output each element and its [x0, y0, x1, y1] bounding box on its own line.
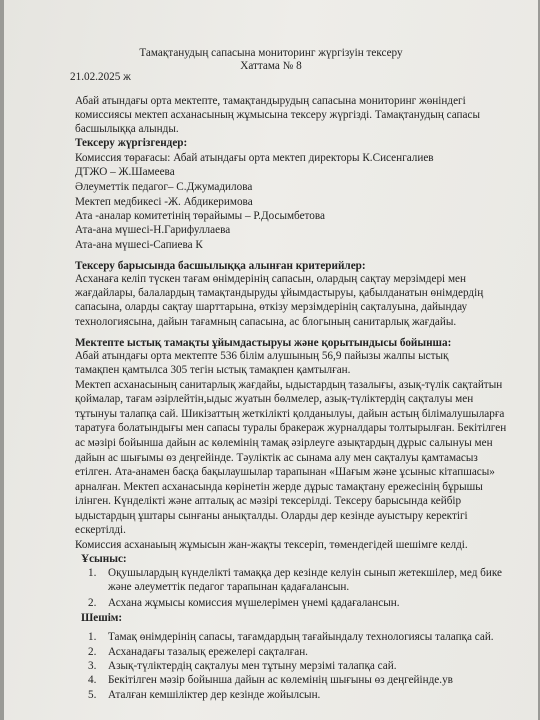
- decision-item: Азық-түліктердің сақталуы мен тұтыну мерзімі талапқа сай.: [108, 660, 397, 672]
- inspector-member: Әлеуметтік педагог– С.Джумадилова: [75, 181, 253, 193]
- inspector-member: Ата -аналар комитетінің төрайымы – Р.Досымбетова: [75, 210, 325, 222]
- organization-line: ыдыстардың ұштары сынғаны анықталды. Оларды дер кезінде ауыстыру керектігі: [75, 510, 468, 522]
- organization-line: ілінген. Күнделікті және апталық ас мәзірі тексерілді. Тексеру барысында кейбір: [75, 495, 462, 507]
- intro-line: басшылыққа алынды.: [75, 123, 179, 135]
- decision-number: 1.: [88, 631, 97, 643]
- organization-line: ас мәзірі бойынша дайын ас көлемінің тамақ әзірлеуге азықтардың дұрыс салынуы мен: [75, 437, 493, 449]
- suggestion-line: Оқушылардың күнделікті тамаққа дер кезінде келуін сынып жетекшілер, мед бике: [108, 567, 502, 579]
- organization-line: таратуға болатындығы мен сапасы туралы бракераж журналдары толтырылған. Бекітілген: [75, 422, 507, 434]
- criteria-line: сапасына, оларды сақтау шарттарына, өткізу мерзімдерінің сақталуына, дайындау: [75, 301, 468, 313]
- suggestions-heading: Ұсыныс:: [81, 553, 127, 565]
- suggestion-line: және әлеуметтік педагог тарапынан қадағалансын.: [108, 581, 350, 593]
- criteria-heading: Тексеру барысында басшылыққа алынған критерийлер:: [75, 260, 366, 272]
- decision-number: 3.: [88, 660, 97, 672]
- inspector-member: Мектеп медбикесі -Ж. Абдикеримова: [75, 196, 253, 208]
- criteria-line: технологиясына, дайын тағамның сапасына, ас блогының санитарлық жағдайы.: [75, 316, 457, 328]
- document-date: 21.02.2025 ж: [70, 71, 131, 83]
- organization-line: тұтынуы талапқа сай. Шикізаттың жеткілікті қолданылуы, дайын астың білімалушыларға: [75, 408, 505, 420]
- protocol-number: Хаттама № 8: [240, 60, 302, 72]
- decision-heading: Шешім:: [81, 612, 123, 624]
- intro-line: комиссиясы мектеп асханасының жұмысына тексеру жүргізді. Тамақтанудың сапасы: [75, 109, 480, 121]
- organization-line: дайын ас шығымы өз деңгейінде. Тәуліктік ас сынама алу мен сақталуы қамтамасыз: [75, 452, 478, 464]
- inspectors-heading: Тексеру жүргізгендер:: [75, 137, 188, 149]
- decision-number: 5.: [88, 689, 97, 701]
- organization-heading: Мектепте ыстық тамақты ұйымдастыруы және қорытындысы бойынша:: [75, 337, 452, 349]
- inspector-member: Ата-ана мүшесі-Н.Гарифуллаева: [75, 224, 231, 236]
- decision-number: 4.: [88, 674, 97, 686]
- decision-item: Аталған кемшіліктер дер кезінде жойылсын.: [108, 689, 321, 701]
- suggestion-line: Асхана жұмысы комиссия мүшелерімен үнемі қадағалансын.: [108, 597, 400, 609]
- suggestion-number: 1.: [88, 567, 97, 579]
- decision-item: Бекітілген мәзір бойынша дайын ас көлемінің шығыны өз деңгейінде.ув: [108, 674, 453, 686]
- criteria-line: Асханаға келіп түскен тағам өнімдерінің сапасын, олардың сақтау мерзімдері мен: [75, 273, 466, 285]
- organization-line: қоймалар, тағам әзірлейтін,ыдыс жуатын бөлмелер, азық-түліктердің сақталуы мен: [75, 393, 474, 405]
- suggestion-number: 2.: [88, 597, 97, 609]
- organization-line: Мектеп асханасының санитарлық жағдайы, ыдыстардың тазалығы, азық-түлік сақтайтын: [75, 379, 503, 391]
- organization-line: арналған. Мектеп асханасында көрінетін жерде дұрыс тамақтану ережесінің бұрышы: [75, 481, 483, 493]
- inspector-member: Комиссия төрағасы: Абай атындағы орта мектеп директоры К.Сисенгалиев: [75, 152, 434, 164]
- decision-item: Асханадағы тазалық ережелері сақталған.: [108, 646, 308, 658]
- organization-line: ескертілді.: [75, 524, 126, 536]
- organization-line: Абай атындағы орта мектепте 536 білім алушының 56,9 пайызы жалпы ыстық: [75, 350, 449, 362]
- decision-item: Тамақ өнімдерінің сапасы, тағамдардың тағайындалу технологиясы талапқа сай.: [108, 631, 494, 643]
- intro-line: Абай атындағы орта мектепте, тамақтандырудың сапасына мониторинг жөніндегі: [75, 95, 466, 107]
- decision-number: 2.: [88, 646, 97, 658]
- inspector-member: Ата-ана мүшесі-Сапиева К: [75, 239, 203, 251]
- document-page: [4, 0, 538, 720]
- organization-line: етілген. Ата-анамен басқа бақылаушылар тарапынан «Шағым және ұсыныс кітапшасы»: [75, 466, 495, 478]
- organization-line: Комиссия асханаыың жұмысын жан-жақты тексеріп, төмендегідей шешімге келді.: [75, 539, 468, 551]
- organization-line: тамақпен қамтылса 305 тегін ыстық тамақпен қамтылған.: [75, 364, 351, 376]
- inspector-member: ДТЖО – Ж.Шамеева: [75, 166, 175, 178]
- document-title: Тамақтанудың сапасына мониторинг жүргізуін тексеру: [139, 47, 403, 59]
- criteria-line: жағдайлары, балалардың тамақтандыруды ұйымдастыруы, қабылданатын өнімдердің: [75, 287, 484, 299]
